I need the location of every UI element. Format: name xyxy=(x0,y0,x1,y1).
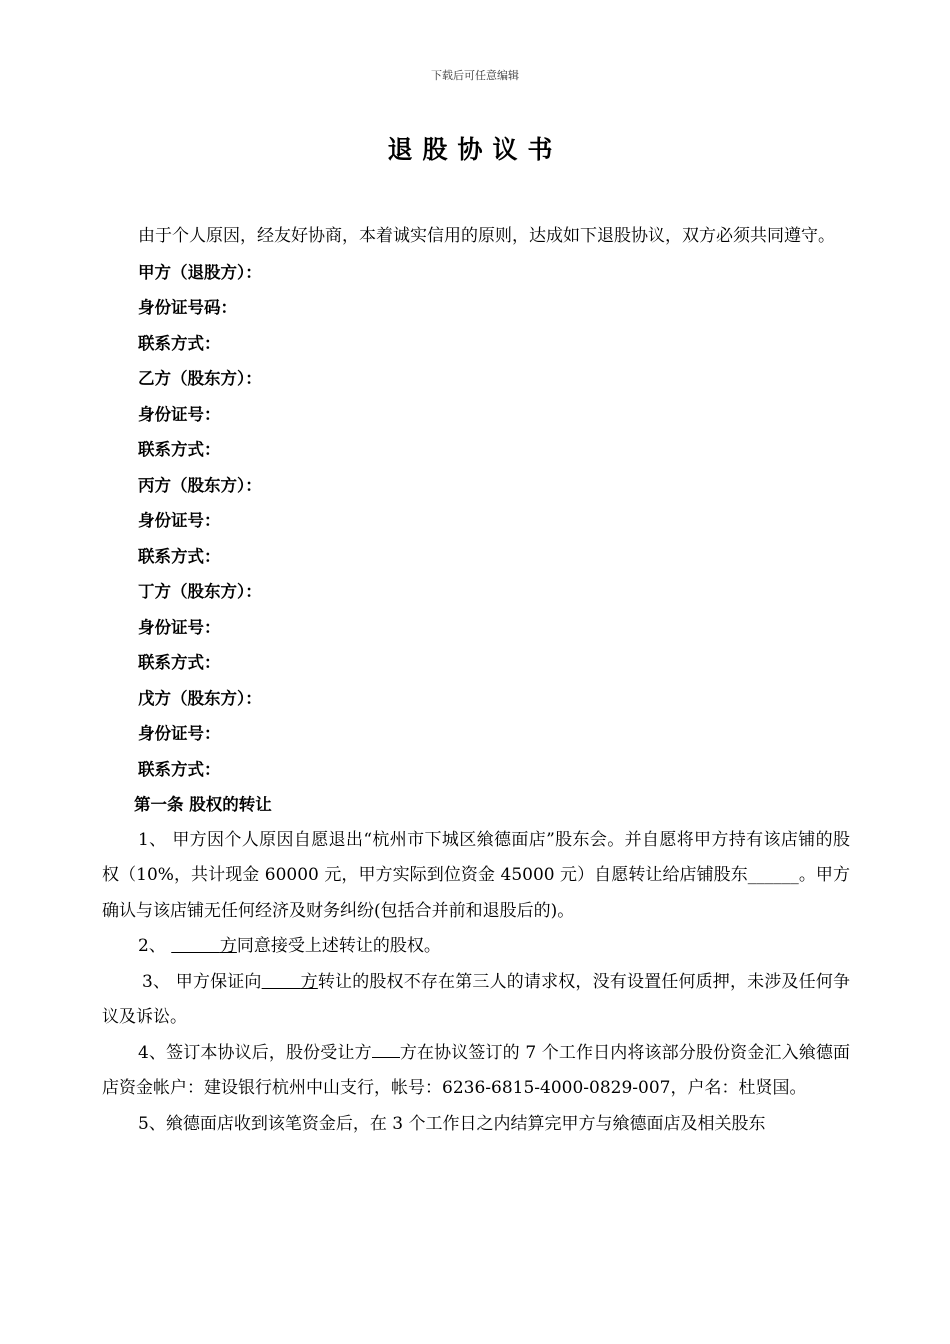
intro-paragraph: 由于个人原因，经友好协商，本着诚实信用的原则，达成如下退股协议，双方必须共同遵守。 xyxy=(138,226,835,246)
clause-2-blank-suffix: 方 xyxy=(219,936,237,956)
clause-4-blank xyxy=(372,1040,400,1058)
party-d-contact-label: 联系方式： xyxy=(138,653,221,672)
party-c-id-label: 身份证号： xyxy=(138,511,221,530)
party-c-label: 丙方（股东方）： xyxy=(138,475,262,495)
party-a-label: 甲方（退股方）： xyxy=(138,262,262,282)
article-1-title: 第一条 股权的转让 xyxy=(134,795,272,814)
clause-2-blank xyxy=(171,936,237,956)
clause-1-text-a: 1、 甲方因个人原因自愿退出“杭州市下城区飨德面店”股东会。并自愿将甲方持有该店铺的股权（10%，共计现金 60000 元，甲方实际到位资金 45000 元）自愿转让给店铺股东 xyxy=(102,829,850,885)
clause-2 xyxy=(102,929,850,965)
party-d-label: 丁方（股东方）： xyxy=(138,582,262,601)
party-b-id-label: 身份证号： xyxy=(138,404,221,424)
header-note: 下载后可任意编辑 xyxy=(431,69,519,82)
clause-1-blank: ______ xyxy=(747,865,799,885)
party-e-contact-label: 联系方式： xyxy=(138,759,221,779)
party-a-contact-label: 联系方式： xyxy=(138,333,221,353)
clause-2-prefix: 2、 xyxy=(138,936,172,956)
party-b-label: 乙方（股东方）： xyxy=(138,369,262,388)
clause-2-text: 同意接受上述转让的股权。 xyxy=(236,936,441,956)
party-d-id-label: 身份证号： xyxy=(138,617,221,637)
party-a-id-label: 身份证号码： xyxy=(138,298,237,317)
document-title: 退股协议书 xyxy=(387,135,563,164)
clause-5-text: 5、飨德面店收到该笔资金后，在 3 个工作日之内结算完甲方与飨德面店及相关股东 xyxy=(138,1113,766,1134)
clause-4-text-b: 方在协议签订的 7 个工作日内将该部分股份资金汇入飨德面店资金帐户：建设银行杭州中山支行，帐号：6236-6815-4000-0829-007，户名：杜贤国。 xyxy=(102,1042,850,1098)
clause-3-blank xyxy=(262,972,318,992)
party-c-contact-label: 联系方式： xyxy=(138,546,221,566)
clause-3-text-a: 3、 甲方保证向 xyxy=(142,971,262,992)
clause-3-text-b: 转让的股权不存在第三人的请求权，没有设置任何质押，未涉及任何争议及诉讼。 xyxy=(102,971,851,1027)
clause-1 xyxy=(102,823,850,930)
clause-4-text-a: 4、签订本协议后，股份受让方 xyxy=(138,1042,372,1063)
clause-1-text-b: 。甲方确认与该店铺无任何经济及财务纠纷(包括合并前和退股后的)。 xyxy=(102,865,851,921)
clause-4 xyxy=(102,1036,850,1107)
party-e-label: 戊方（股东方）： xyxy=(138,688,262,708)
party-e-id-label: 身份证号： xyxy=(138,724,221,743)
clause-3 xyxy=(102,965,850,1036)
clause-3-blank-suffix: 方 xyxy=(300,971,318,992)
document-body xyxy=(102,219,850,1142)
clause-5 xyxy=(102,1107,850,1143)
party-b-contact-label: 联系方式： xyxy=(138,440,221,459)
